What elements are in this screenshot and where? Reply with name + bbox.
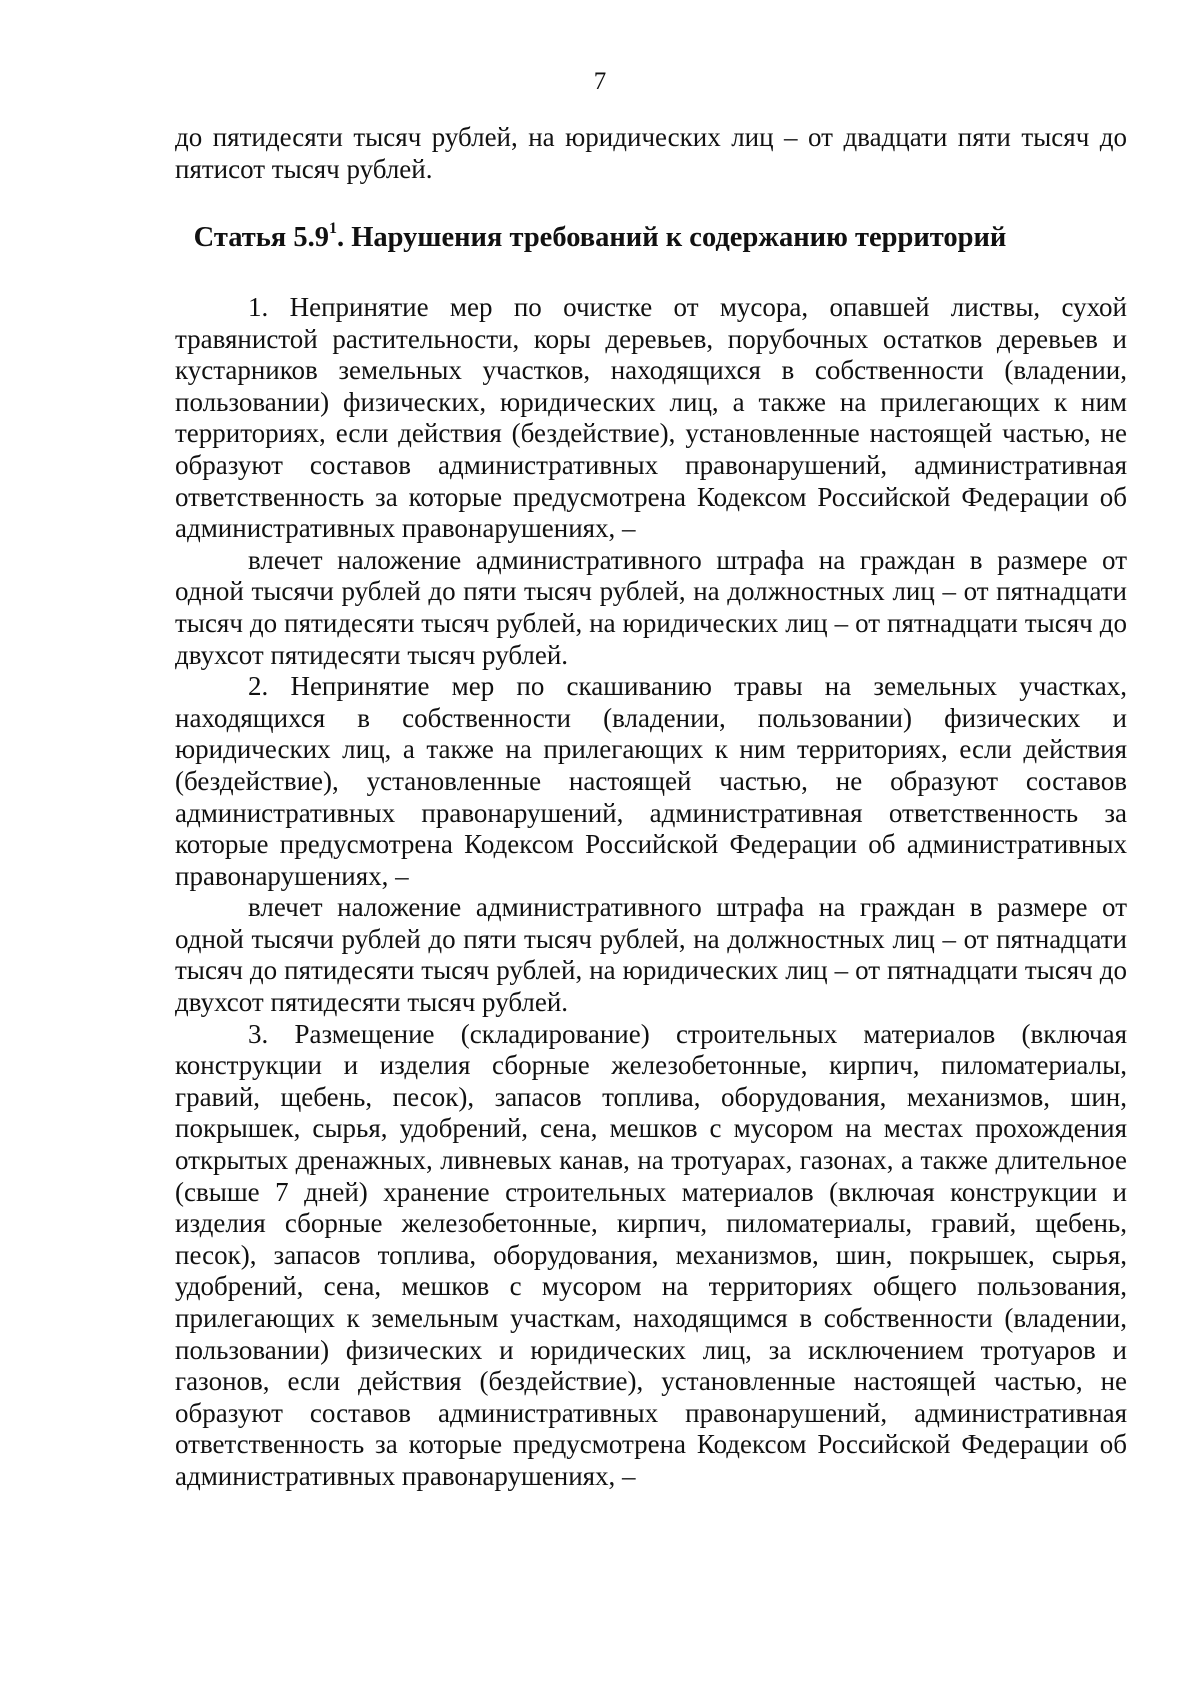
article-title-superscript: 1 xyxy=(328,220,337,237)
paragraph-2-penalty: влечет наложение административного штрафа на граждан в размере от одной тысячи рублей до пяти тысяч рублей, на должностных лиц – от пятнадцати тысяч до пятидесяти тысяч рублей, на юридических лиц – от пятнадцати тысяч до двухсот пятидесяти тысяч рублей. xyxy=(175,892,1127,1018)
paragraph-1: 1. Непринятие мер по очистке от мусора, опавшей листвы, сухой травянистой растительности, коры деревьев, порубочных остатков деревьев и кустарников земельных участков, находящихся в собственности (владении, пользовании) физических, юридических лиц, а также на прилегающих к ним территориях, если действия (бездействие), установленные настоящей частью, не образуют составов административных правонарушений, административная ответственность за которые предусмотрена Кодексом Российской Федерации об административных правонарушениях, – xyxy=(175,292,1127,544)
article-title xyxy=(0,222,1200,254)
intro-text: до пятидесяти тысяч рублей, на юридических лиц – от двадцати пяти тысяч до пятисот тысяч рублей. xyxy=(175,122,1127,184)
article-title-prefix: Статья 5.9 xyxy=(193,222,329,253)
article-title-rest: . Нарушения требований к содержанию территорий xyxy=(336,222,1007,253)
article-body xyxy=(175,292,1127,1493)
paragraph-3: 3. Размещение (складирование) строительных материалов (включая конструкции и изделия сборные железобетонные, кирпич, пиломатериалы, гравий, щебень, песок), запасов топлива, оборудования, механизмов, шин, покрышек, сырья, удобрений, сена, мешков с мусором на местах прохождения открытых дренажных, ливневых канав, на тротуарах, газонах, а также длительное (свыше 7 дней) хранение строительных материалов (включая конструкции и изделия сборные железобетонные, кирпич, пиломатериалы, гравий, щебень, песок), запасов топлива, оборудования, механизмов, шин, покрышек, сырья, удобрений, сена, мешков с мусором на территориях общего пользования, прилегающих к земельным участкам, находящимся в собственности (владении, пользовании) физических и юридических лиц, за исключением тротуаров и газонов, если действия (бездействие), установленные настоящей частью, не образуют составов административных правонарушений, административная ответственность за которые предусмотрена Кодексом Российской Федерации об административных правонарушениях, – xyxy=(175,1018,1127,1491)
paragraph-2: 2. Непринятие мер по скашиванию травы на земельных участках, находящихся в собственности (владении, пользовании) физических и юридических лиц, а также на прилегающих к ним территориях, если действия (бездействие), установленные настоящей частью, не образуют составов административных правонарушений, административная ответственность за которые предусмотрена Кодексом Российской Федерации об административных правонарушениях, – xyxy=(175,671,1127,891)
paragraph-1-penalty: влечет наложение административного штрафа на граждан в размере от одной тысячи рублей до пяти тысяч рублей, на должностных лиц – от пятнадцати тысяч до пятидесяти тысяч рублей, на юридических лиц – от пятнадцати тысяч до двухсот пятидесяти тысяч рублей. xyxy=(175,544,1127,670)
page-number: 7 xyxy=(593,68,607,95)
